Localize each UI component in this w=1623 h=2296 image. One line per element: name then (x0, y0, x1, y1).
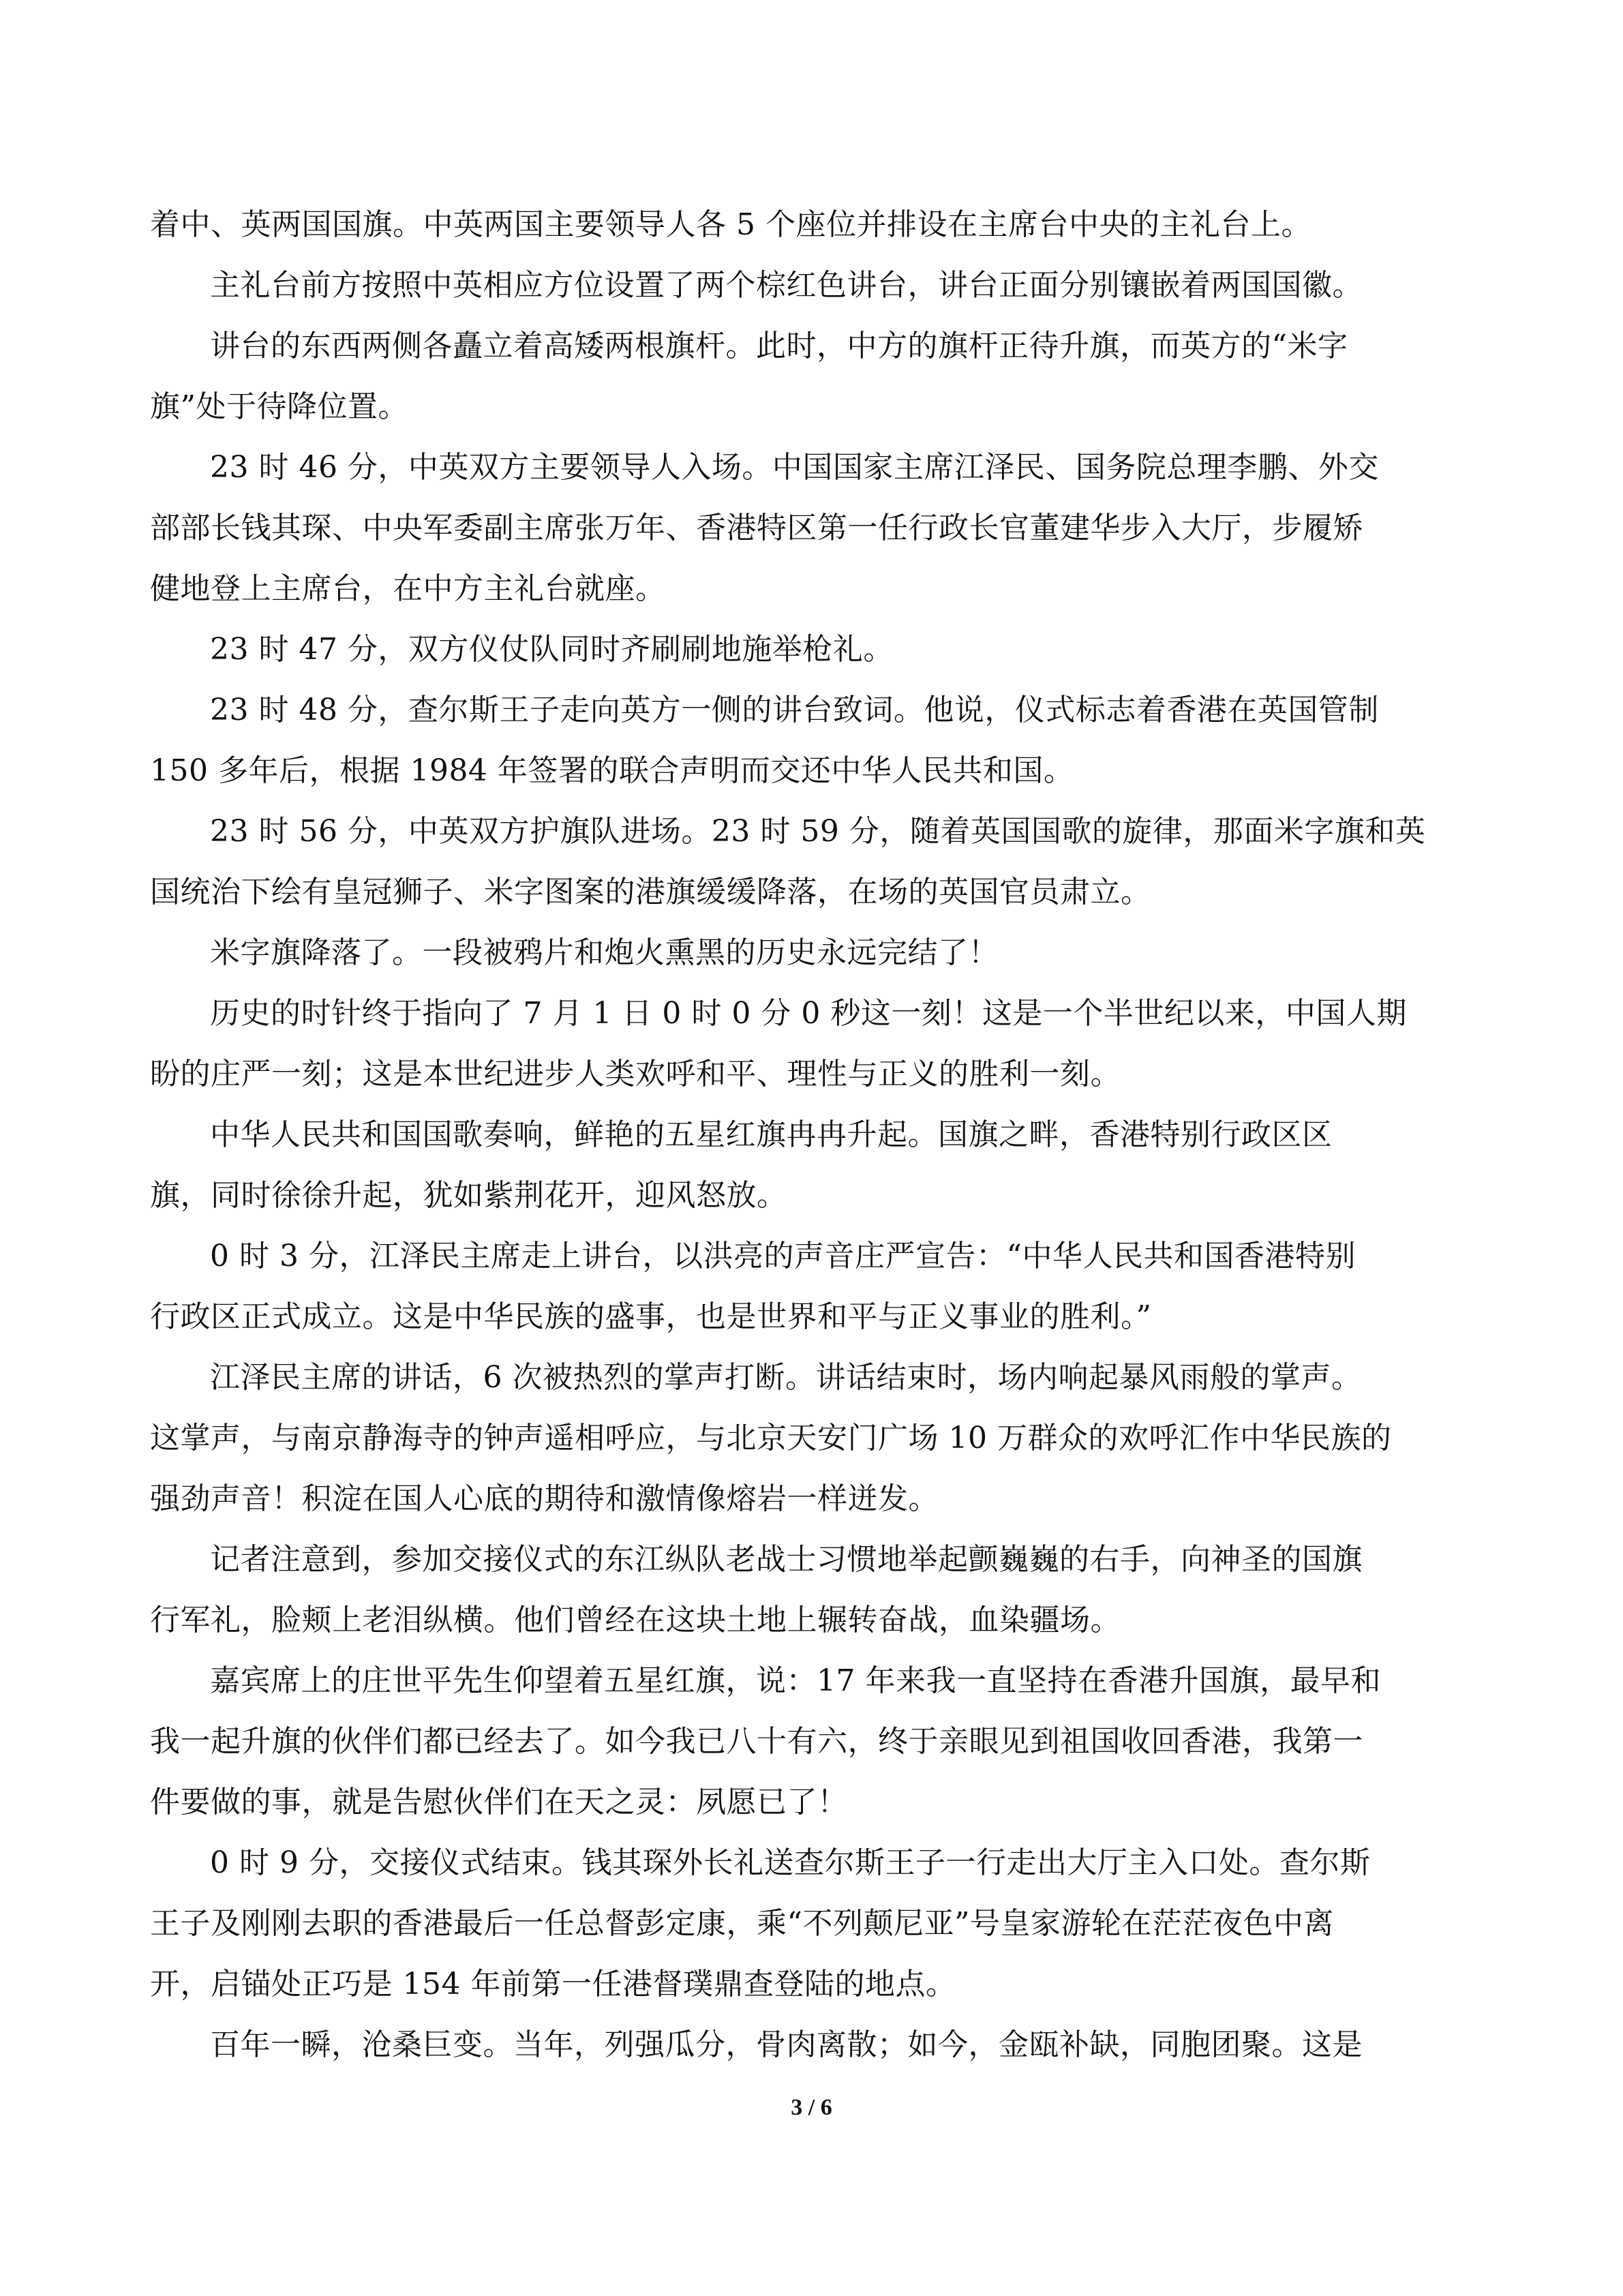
text-line: 部部长钱其琛、中央军委副主席张万年、香港特区第一任行政长官董建华步入大厅，步履矫 (150, 511, 1363, 545)
text-line: 主礼台前方按照中英相应方位设置了两个棕红色讲台，讲台正面分别镶嵌着两国国徽。 (210, 268, 1363, 303)
text-line: 盼的庄严一刻；这是本世纪进步人类欢呼和平、理性与正义的胜利一刻。 (150, 1057, 1121, 1091)
text-line: 旗，同时徐徐升起，犹如紫荆花开，迎风怒放。 (150, 1178, 787, 1213)
text-line: 江泽民主席的讲话，6 次被热烈的掌声打断。讲话结束时，场内响起暴风雨般的掌声。 (210, 1360, 1362, 1395)
text-line: 国统治下绘有皇冠狮子、米字图案的港旗缓缓降落，在场的英国官员肃立。 (150, 875, 1151, 909)
text-line: 我一起升旗的伙伴们都已经去了。如今我已八十有六，终于亲眼见到祖国收回香港，我第一 (150, 1724, 1363, 1759)
text-line: 150 多年后，根据 1984 年签署的联合声明而交还中华人民共和国。 (150, 753, 1074, 788)
text-line: 讲台的东西两侧各矗立着高矮两根旗杆。此时，中方的旗杆正待升旗，而英方的“米字 (210, 329, 1348, 363)
text-line: 米字旗降落了。一段被鸦片和炮火熏黑的历史永远完结了！ (210, 935, 999, 970)
text-line: 0 时 3 分，江泽民主席走上讲台，以洪亮的声音庄严宣告：“中华人民共和国香港特别 (210, 1239, 1356, 1273)
text-line: 记者注意到，参加交接仪式的东江纵队老战士习惯地举起颤巍巍的右手，向神圣的国旗 (210, 1542, 1363, 1577)
text-line: 23 时 56 分，中英双方护旗队进场。23 时 59 分，随着英国国歌的旋律，那面米字旗和英 (210, 814, 1426, 849)
text-line: 王子及刚刚去职的香港最后一任总督彭定康，乘“不列颠尼亚”号皇家游轮在茫茫夜色中离 (150, 1906, 1334, 1941)
text-line: 着中、英两国国旗。中英两国主要领导人各 5 个座位并排设在主席台中央的主礼台上。 (150, 207, 1311, 242)
text-line: 0 时 9 分，交接仪式结束。钱其琛外长礼送查尔斯王子一行走出大厅主入口处。查尔斯 (210, 1845, 1371, 1880)
text-line: 健地登上主席台，在中方主礼台就座。 (150, 571, 666, 606)
text-line: 行军礼，脸颊上老泪纵横。他们曾经在这块土地上辗转奋战，血染疆场。 (150, 1603, 1121, 1637)
text-line: 行政区正式成立。这是中华民族的盛事，也是世界和平与正义事业的胜利。” (150, 1299, 1152, 1334)
text-line: 23 时 47 分，双方仪仗队同时齐刷刷地施举枪礼。 (210, 632, 894, 667)
text-line: 这掌声，与南京静海寺的钟声遥相呼应，与北京天安门广场 10 万群众的欢呼汇作中华民族的 (150, 1421, 1392, 1455)
text-line: 历史的时针终于指向了 7 月 1 日 0 时 0 分 0 秒这一刻！这是一个半世纪以来，中国人期 (210, 996, 1407, 1031)
text-line: 件要做的事，就是告慰伙伴们在天之灵：夙愿已了！ (150, 1785, 848, 1819)
text-line: 23 时 46 分，中英双方主要领导人入场。中国国家主席江泽民、国务院总理李鹏、外交 (210, 450, 1379, 485)
text-line: 开，启锚处正巧是 154 年前第一任港督璞鼎查登陆的地点。 (150, 1967, 956, 2002)
text-line: 旗”处于待降位置。 (150, 389, 408, 424)
text-line: 强劲声音！积淀在国人心底的期待和激情像熔岩一样迸发。 (150, 1481, 939, 1516)
page-number: 3 / 6 (791, 2095, 832, 2120)
text-line: 23 时 48 分，查尔斯王子走向英方一侧的讲台致词。他说，仪式标志着香港在英国管制 (210, 693, 1379, 727)
text-line: 嘉宾席上的庄世平先生仰望着五星红旗，说：17 年来我一直坚持在香港升国旗，最早和 (210, 1663, 1381, 1698)
text-line: 中华人民共和国国歌奏响，鲜艳的五星红旗冉冉升起。国旗之畔，香港特别行政区区 (210, 1117, 1333, 1152)
text-line: 百年一瞬，沧桑巨变。当年，列强瓜分，骨肉离散；如今，金瓯补缺，同胞团聚。这是 (210, 2027, 1363, 2062)
